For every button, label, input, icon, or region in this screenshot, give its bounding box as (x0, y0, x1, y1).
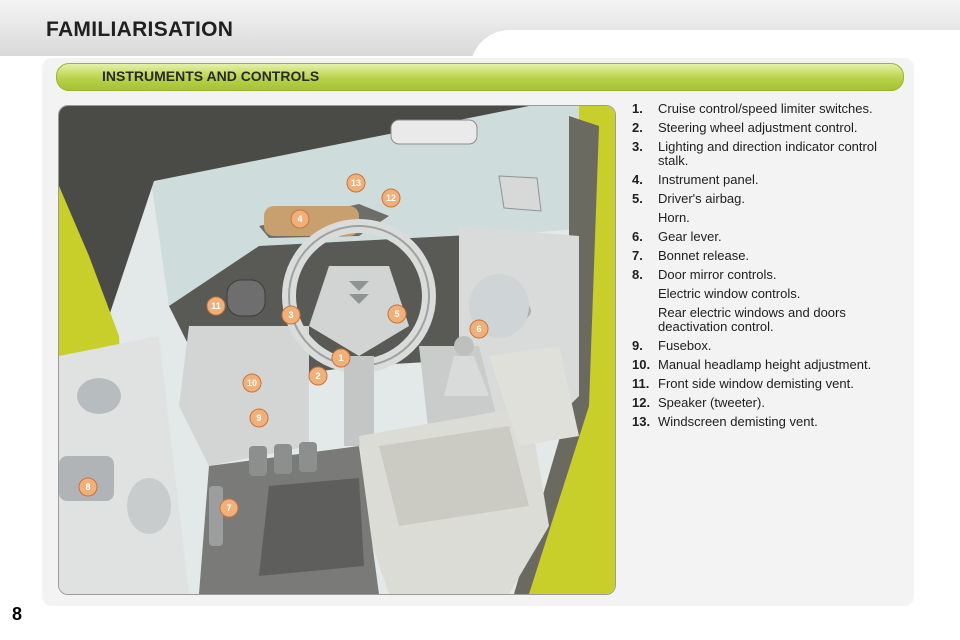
side-vent (227, 280, 265, 316)
svg-text:11: 11 (211, 301, 221, 311)
list-item: 11. Front side window demisting vent. (632, 376, 854, 391)
marker-4 (291, 210, 309, 228)
cockpit-drawing (59, 106, 615, 594)
svg-text:13: 13 (350, 178, 362, 188)
list-item: 2. Steering wheel adjustment control. (632, 120, 858, 135)
list-item: 9. Fusebox. (632, 338, 712, 353)
list-item: 10. Manual headlamp height adjustment. (632, 357, 872, 372)
list-item: 8. Door mirror controls. (632, 267, 777, 282)
rear-view-mirror (391, 120, 477, 144)
door-mirror (499, 176, 541, 211)
marker-6 (470, 320, 488, 338)
svg-text:6: 6 (476, 324, 482, 334)
list-item: 12. Speaker (tweeter). (632, 395, 765, 410)
list-item: Electric window controls. (658, 286, 801, 301)
marker-7 (220, 499, 238, 517)
list-item: 3. Lighting and direction indicator control stalk. (632, 139, 877, 168)
floor-mat (259, 478, 364, 576)
svg-text:10: 10 (246, 378, 258, 388)
list-item: 1. Cruise control/speed limiter switches. (632, 101, 873, 116)
pedal-brake (274, 444, 292, 474)
marker-5 (388, 305, 406, 323)
driver-door-speaker (127, 478, 171, 534)
bonnet-release-lever (209, 486, 223, 546)
list-item: 7. Bonnet release. (632, 248, 750, 263)
list-item: Horn. (658, 210, 690, 225)
svg-text:1: 1 (338, 353, 344, 363)
list-item: 13. Windscreen demisting vent. (632, 414, 818, 429)
controls-list (632, 102, 910, 434)
list-item: 6. Gear lever. (632, 229, 722, 244)
svg-text:12: 12 (385, 193, 397, 203)
svg-text:8: 8 (85, 482, 91, 492)
marker-10 (243, 374, 261, 392)
pedal-clutch (249, 446, 267, 476)
steering-column (344, 356, 374, 446)
marker-12 (382, 189, 400, 207)
svg-text:5: 5 (394, 309, 400, 319)
marker-1 (332, 349, 350, 367)
cockpit-illustration (58, 105, 616, 595)
list-item: 5. Driver's airbag. (632, 191, 746, 206)
section-title: INSTRUMENTS AND CONTROLS (102, 68, 320, 84)
marker-9 (250, 409, 268, 427)
marker-3 (282, 306, 300, 324)
svg-text:3: 3 (288, 310, 294, 320)
pedal-accelerator (299, 442, 317, 472)
driver-door-handle (77, 378, 121, 414)
marker-11 (207, 297, 225, 315)
marker-13 (347, 174, 365, 192)
svg-text:9: 9 (256, 413, 262, 423)
marker-2 (309, 367, 327, 385)
svg-text:4: 4 (297, 214, 303, 224)
marker-8 (79, 478, 97, 496)
page-title: FAMILIARISATION (46, 18, 234, 41)
list-item: 4. Instrument panel. (632, 172, 759, 187)
list-item: Rear electric windows and doors deactivation control. (658, 305, 846, 334)
page-number: 8 (12, 604, 23, 624)
svg-text:7: 7 (226, 503, 232, 513)
gear-knob (454, 336, 474, 356)
svg-text:2: 2 (315, 371, 321, 381)
